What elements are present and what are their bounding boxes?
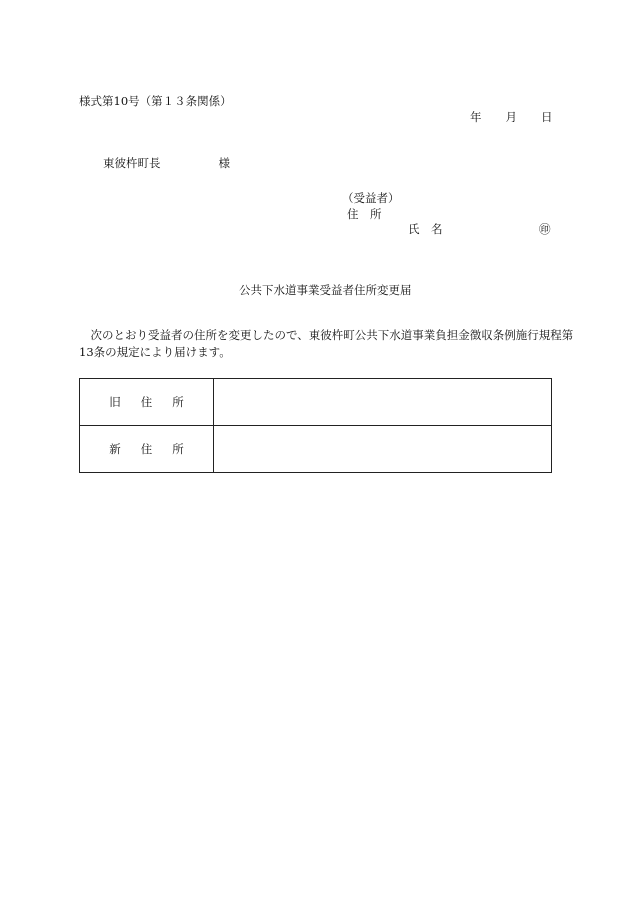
new-address-value[interactable]: [214, 426, 552, 473]
addressee: [103, 158, 230, 170]
date-line: [470, 112, 553, 124]
address-change-table: [79, 378, 552, 473]
date-year-label: 年: [470, 110, 482, 124]
document-title: 公共下水道事業受益者住所変更届: [239, 283, 412, 297]
new-address-label: 新 住 所: [80, 426, 214, 473]
applicant-name-label: 氏 名: [408, 222, 443, 236]
table-row-old-address: [80, 379, 552, 426]
body-text: 次のとおり受益者の住所を変更したので、東彼杵町公共下水道事業負担金徴収条例施行規程第13条の規定により届けます。: [79, 328, 574, 359]
old-address-value[interactable]: [214, 379, 552, 426]
seal-mark: ㊞: [539, 222, 551, 236]
addressee-honorific: 様: [218, 156, 230, 170]
table-row-new-address: [80, 426, 552, 473]
applicant-address-label: 住 所: [347, 207, 382, 221]
date-month-label: 月: [505, 110, 517, 124]
form-number: 様式第10号（第１３条関係）: [79, 94, 232, 108]
date-day-label: 日: [541, 110, 553, 124]
applicant-label: （受益者）: [342, 191, 400, 205]
addressee-name: 東彼杵町長: [103, 156, 161, 170]
old-address-label: 旧 住 所: [80, 379, 214, 426]
